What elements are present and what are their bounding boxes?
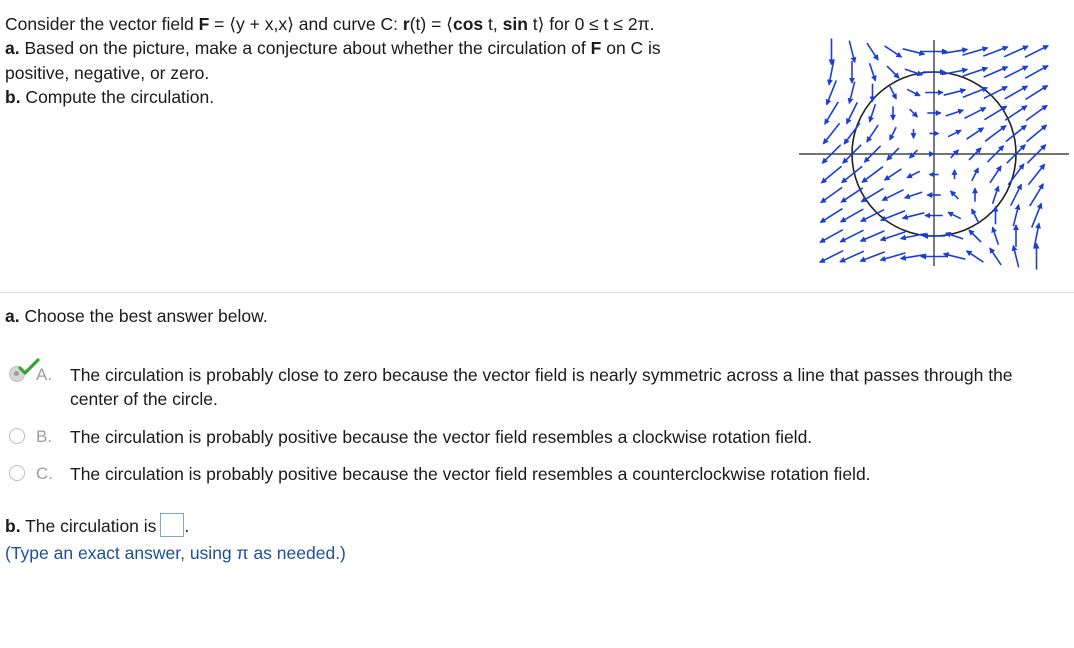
field-arrow	[827, 80, 837, 104]
field-arrow	[1026, 86, 1048, 100]
interval-text: t⟩ for 0 ≤ t ≤ 2π.	[527, 14, 655, 34]
field-arrow	[1005, 86, 1028, 99]
option-a-letter: A.	[36, 365, 53, 384]
curve-symbol: r	[402, 14, 410, 34]
section-divider	[0, 292, 1074, 293]
field-arrow	[862, 167, 883, 183]
field-arrow	[882, 190, 903, 201]
field-arrow	[1013, 246, 1018, 268]
field-arrow	[890, 127, 896, 140]
field-arrow	[948, 130, 961, 136]
t-text: t,	[483, 14, 503, 34]
field-arrow	[905, 192, 922, 198]
field-symbol: F	[198, 14, 210, 34]
field-arrow	[840, 251, 864, 262]
part-b-period: .	[184, 516, 190, 536]
field-arrow	[963, 88, 987, 98]
field-arrow	[887, 66, 899, 78]
field-arrow	[825, 102, 838, 124]
field-arrow	[841, 188, 863, 202]
field-arrow	[1005, 106, 1027, 120]
problem-intro-text: Consider the vector field	[5, 14, 199, 34]
option-c-text: The circulation is probably positive because the vector field resembles a counterclockwise rotation field.	[70, 464, 871, 484]
vector-field-figure	[795, 36, 1073, 270]
part-b-marker: b.	[5, 86, 21, 107]
field-arrow	[967, 128, 984, 139]
part-a-heading	[5, 306, 268, 327]
field-arrow	[870, 104, 876, 121]
field-arrow	[907, 171, 920, 177]
field-arrow	[964, 108, 985, 119]
part-a-text-1: Based on the picture, make a conjecture about whether the circulation of	[19, 38, 591, 59]
field-arrow	[951, 191, 959, 199]
field-arrow	[993, 186, 999, 203]
field-arrow	[1004, 66, 1027, 78]
option-b-letter: B.	[36, 427, 53, 446]
field-arrow	[901, 234, 926, 239]
option-b-radio[interactable]	[9, 428, 25, 444]
part-a-text-2: on C is	[601, 38, 661, 59]
field-arrow	[1011, 184, 1022, 205]
field-arrow	[870, 63, 876, 80]
option-a-text: The circulation is probably close to zero because the vector field is nearly symmetric across a line that passes through the center of the circle.	[70, 365, 1013, 409]
curve-param-text: (t) = ⟨	[409, 14, 453, 34]
field-arrow	[867, 43, 878, 60]
field-arrow	[821, 209, 843, 223]
field-arrow	[1006, 125, 1026, 141]
field-arrow	[841, 209, 864, 222]
field-arrow	[1027, 125, 1047, 142]
field-arrow	[885, 169, 902, 180]
field-arrow	[849, 82, 854, 104]
field-arrow	[907, 89, 920, 95]
field-arrow	[990, 166, 1001, 183]
part-a-heading-text: Choose the best answer below.	[19, 306, 268, 326]
part-b-question	[5, 513, 189, 540]
field-arrow	[969, 230, 981, 242]
field-definition: = ⟨y + x,x⟩ and curve C:	[209, 14, 403, 34]
field-arrow	[1025, 46, 1048, 58]
field-arrow	[847, 102, 858, 123]
field-arrow	[1026, 105, 1047, 120]
problem-statement	[5, 12, 775, 109]
field-arrow	[890, 86, 896, 99]
field-arrow	[990, 248, 1001, 265]
field-arrow	[948, 212, 961, 218]
problem-part-a-continued: positive, negative, or zero.	[5, 62, 210, 83]
field-arrow	[944, 90, 966, 95]
circulation-answer-input[interactable]	[160, 513, 184, 537]
field-arrow	[1004, 46, 1028, 57]
field-arrow	[822, 166, 842, 183]
field-arrow	[985, 126, 1006, 142]
part-a-marker: a.	[5, 38, 20, 59]
field-arrow	[910, 109, 918, 117]
field-arrow	[903, 213, 925, 218]
option-b-text: The circulation is probably positive because the vector field resembles a clockwise rotation field.	[70, 427, 813, 447]
field-arrow	[993, 227, 999, 244]
field-arrow	[820, 251, 843, 263]
field-arrow	[1008, 164, 1024, 185]
part-b-text-label: The circulation is	[20, 516, 157, 536]
field-arrow	[1028, 164, 1044, 184]
field-arrow	[967, 251, 984, 262]
field-arrow	[1013, 205, 1018, 227]
field-arrow	[840, 230, 863, 242]
part-b-text: Compute the circulation.	[20, 86, 215, 107]
field-arrow	[861, 188, 883, 201]
option-c-radio[interactable]	[9, 465, 25, 481]
field-arrow	[1032, 203, 1042, 227]
field-arrow	[1025, 66, 1048, 79]
field-arrow	[972, 209, 978, 222]
part-b-label: b.	[5, 516, 21, 536]
field-arrow	[823, 123, 839, 143]
field-arrow	[844, 123, 860, 144]
field-arrow	[972, 168, 978, 181]
part-a-field-symbol: F	[590, 38, 602, 59]
option-c-letter: C.	[36, 464, 53, 483]
field-arrow	[984, 106, 1006, 119]
field-arrow	[885, 46, 902, 57]
field-arrow	[881, 211, 905, 221]
cos-text: cos	[452, 14, 484, 34]
sin-text: sin	[502, 14, 528, 34]
field-arrow	[942, 70, 967, 75]
field-arrow	[849, 41, 854, 63]
field-arrow	[1030, 184, 1043, 206]
field-arrow	[821, 187, 842, 202]
answer-hint: (Type an exact answer, using π as needed.)	[5, 543, 346, 563]
field-arrow	[946, 110, 963, 116]
field-arrow	[820, 230, 843, 243]
part-a-heading-marker: a.	[5, 306, 20, 326]
problem-part-b	[5, 85, 775, 109]
field-arrow	[842, 166, 862, 182]
field-arrow	[867, 125, 878, 142]
problem-part-a	[5, 36, 775, 60]
problem-line-1	[5, 12, 775, 36]
